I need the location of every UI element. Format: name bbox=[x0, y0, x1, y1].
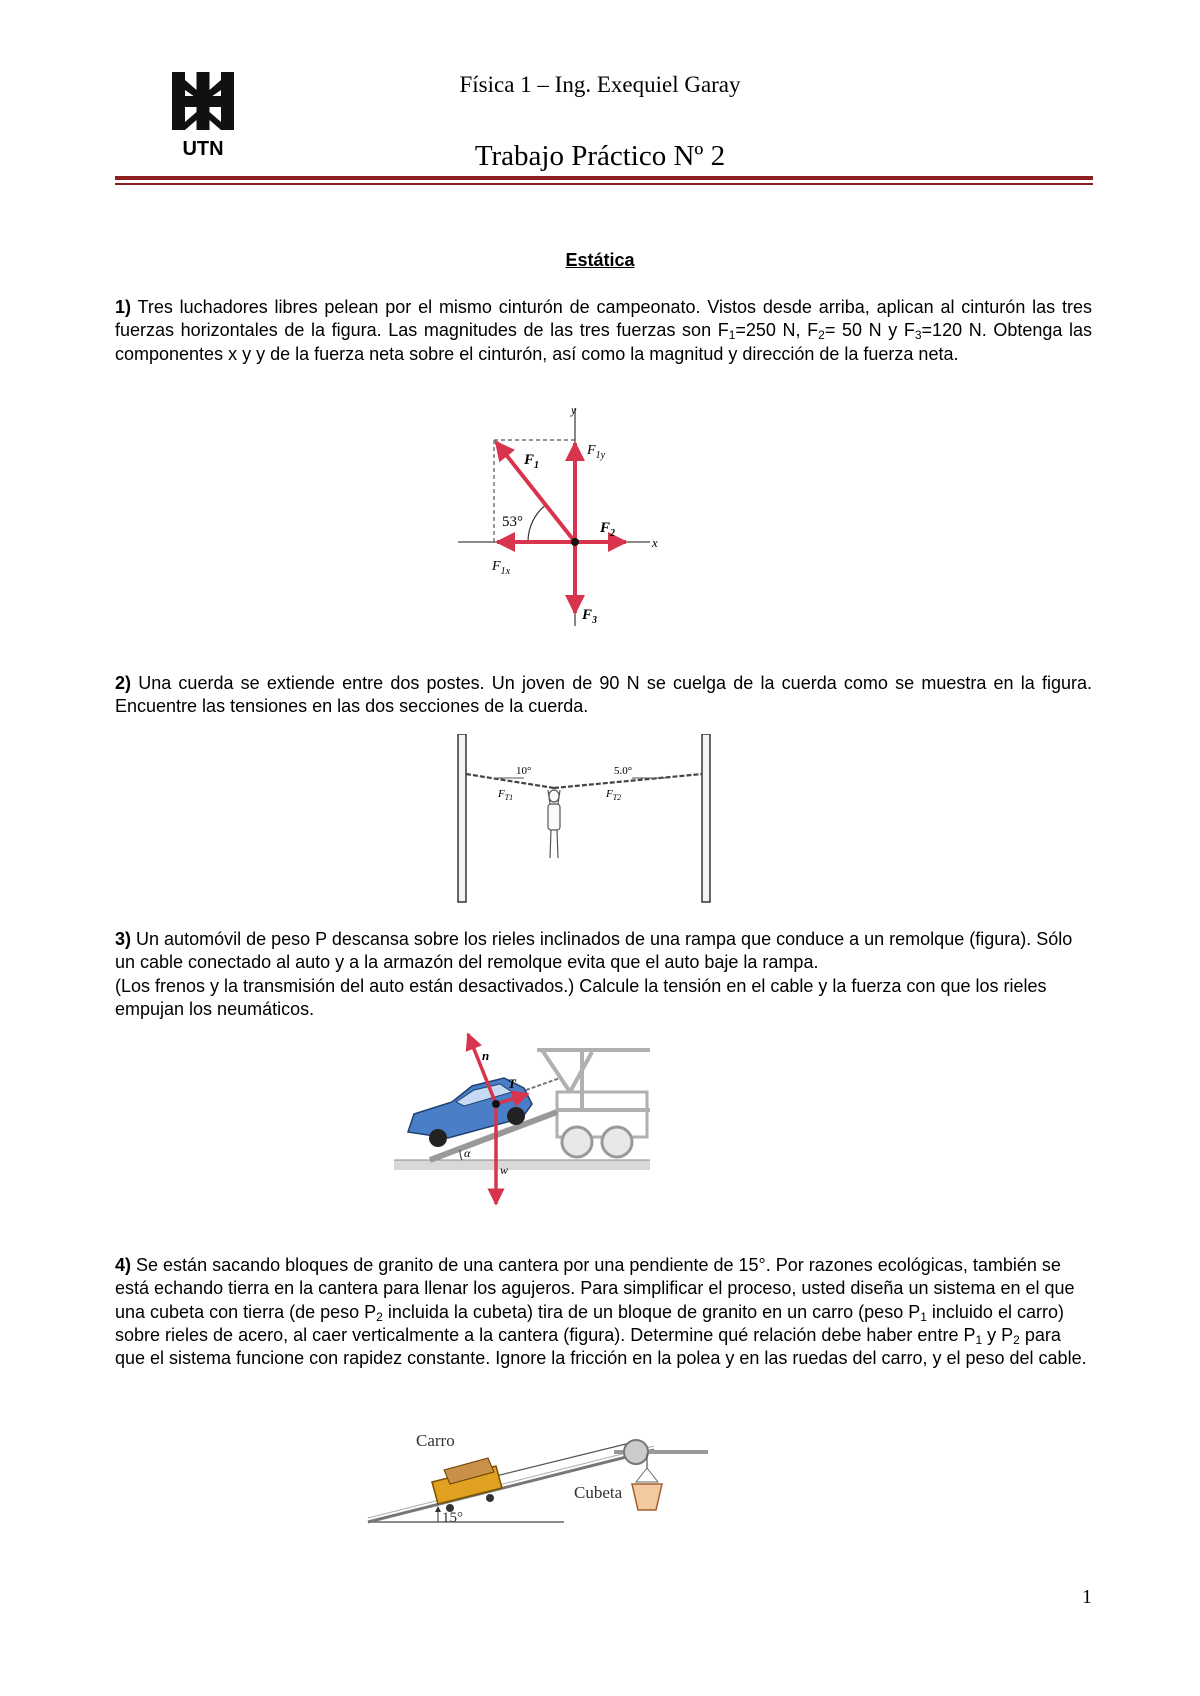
page-number: 1 bbox=[1082, 1586, 1092, 1608]
problem-number: 1) bbox=[115, 297, 132, 317]
svg-text:FT2: $F_{T2}$ bbox=[606, 788, 622, 802]
person-icon bbox=[548, 790, 560, 858]
svg-text:F1x: $F_{1x}$ bbox=[492, 559, 511, 577]
svg-text:F1: $F_1$ bbox=[524, 452, 540, 471]
figure-rope-posts bbox=[454, 734, 714, 904]
header-rule-thick bbox=[115, 176, 1093, 180]
logo-text: UTN bbox=[182, 138, 224, 160]
header-rule-thin bbox=[115, 183, 1093, 185]
problem-4: 4) Se están sacando bloques de granito de una cantera por una pendiente de 15°. Por razones ecológicas, también se está echando tierra en la cantera para llenar los agujeros. Para simplificar el proceso, usted diseña un sistema en el que una cubeta con tierra (de peso $P_2$ incluida la cubeta) tira de un bloque de granito en un carro (peso $P_1$ incluido el carro) sobre rieles de acero, al caer verticalmente a la cantera (figura). Determine qué relación debe haber entre $P_1$ y $P_2$ para que el sistema funcione con rapidez constante. Ignore la fricción en la polea y en las ruedas del carro, y el peso del cable. bbox=[115, 1255, 1087, 1369]
svg-text:n: n bbox=[482, 1048, 490, 1063]
section-title: Estática bbox=[565, 250, 635, 270]
svg-text:F3: $F_3$ bbox=[582, 607, 598, 626]
svg-text:w: w bbox=[500, 1163, 509, 1177]
svg-text:Cubeta: Cubeta bbox=[574, 1483, 623, 1502]
svg-text:Carro: Carro bbox=[416, 1431, 455, 1450]
problem-number: 3) bbox=[115, 929, 132, 949]
problem-number: 4) bbox=[115, 1255, 132, 1275]
tp-title: Trabajo Práctico Nº 2 bbox=[474, 140, 726, 172]
course-title: Física 1 – Ing. Exequiel Garay bbox=[459, 72, 741, 97]
problem-3: 3) Un automóvil de peso P descansa sobre los rieles inclinados de una rampa que conduce a un remolque (figura). Sólo un cable conectado al auto y a la armazón del remolque evita que el auto baje la rampa. (Los frenos y la transmisión del auto están desactivados.) Calcule la tensión en el cable y la fuerza con que los rieles empujan los neumáticos. bbox=[115, 929, 1073, 1019]
svg-text:y: y bbox=[571, 403, 577, 417]
svg-text:10°: 10° bbox=[516, 765, 532, 777]
svg-text:x: x bbox=[652, 535, 658, 550]
figure-car-ramp bbox=[392, 1030, 662, 1210]
problem-2: 2) Una cuerda se extiende entre dos postes. Un joven de 90 N se cuelga de la cuerda como se muestra en la figura. Encuentre las tensiones en las dos secciones de la cuerda. bbox=[115, 673, 1092, 717]
problem-1: 1) Tres luchadores libres pelean por el mismo cinturón de campeonato. Vistos desde arriba, aplican al cinturón las tres fuerzas horizontales de la figura. Las magnitudes de las tres fuerzas son $F_1=250$ N, $F_2= 50$ N y $F_3=120$ N. Obtenga las componentes x y y de la fuerza neta sobre el cinturón, así como la magnitud y dirección de la fuerza neta. bbox=[115, 297, 1093, 364]
figure-force-diagram bbox=[450, 398, 680, 630]
svg-text:α: α bbox=[464, 1146, 471, 1160]
svg-text:F2: $F_2$ bbox=[600, 520, 616, 539]
svg-text:53°: 53° bbox=[502, 514, 523, 530]
problem-number: 2) bbox=[115, 673, 132, 693]
svg-text:5.0°: 5.0° bbox=[614, 765, 633, 777]
figure-quarry-incline bbox=[364, 1418, 714, 1528]
bucket-icon bbox=[632, 1468, 662, 1510]
svg-text:FT1: $F_{T1}$ bbox=[498, 788, 514, 802]
svg-text:T: T bbox=[508, 1076, 516, 1091]
svg-text:F1y: $F_{1y}$ bbox=[587, 443, 606, 461]
svg-text:15°: 15° bbox=[442, 1510, 463, 1526]
